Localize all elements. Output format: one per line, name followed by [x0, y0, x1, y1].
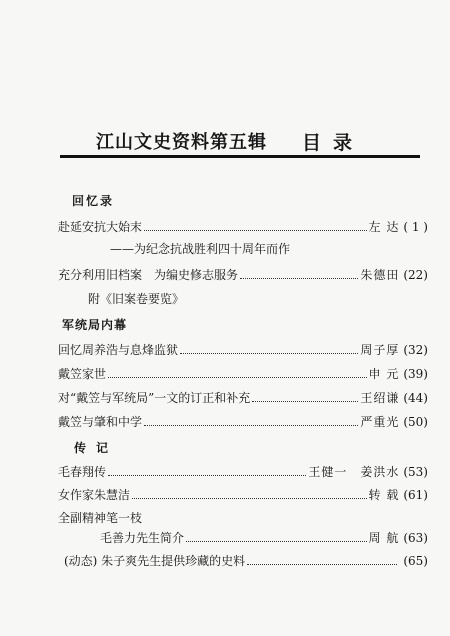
entry-page: (50) [403, 415, 428, 429]
entry-page: (63) [403, 531, 428, 545]
entry-title: 对“戴笠与军统局”一文的订正和补充 [58, 391, 251, 405]
entry-author: 严重光 [360, 415, 400, 429]
entry-page: (39) [403, 367, 428, 381]
leader-dots [180, 353, 358, 354]
section-heading-biographies: 传记 [74, 441, 119, 455]
entry-author: 王绍谦 [360, 391, 400, 405]
toc-entry[interactable] [58, 463, 428, 479]
entry-author: 转 载 [368, 488, 400, 502]
leader-dots [108, 377, 367, 378]
entry-author: 周子厚 [360, 343, 400, 357]
section-heading-memoirs: 回忆录 [72, 194, 115, 208]
leader-dots [132, 498, 367, 499]
toc-entry[interactable] [58, 266, 428, 282]
page-title [96, 128, 406, 152]
entry-page: ( 1 ) [403, 220, 428, 234]
toc-entry[interactable] [58, 413, 428, 429]
entry-page: (22) [403, 268, 428, 282]
entry-title: 戴笠与肇和中学 [58, 415, 143, 429]
entry-page: (53) [403, 465, 428, 479]
leader-dots [252, 401, 358, 402]
entry-title: 女作家朱慧洁 [58, 488, 131, 502]
contents-heading: 目录 [302, 132, 365, 154]
entry-subtitle: ——为纪念抗战胜利四十周年而作 [110, 242, 291, 256]
entry-group-title: 全副精神笔一枝 [58, 511, 143, 525]
leader-dots [240, 278, 358, 279]
toc-entry[interactable] [58, 486, 428, 502]
entry-title: 充分利用旧档案 为编史修志服务 [58, 268, 239, 282]
entry-author: 左 达 [368, 220, 400, 234]
toc-entry[interactable] [100, 529, 428, 545]
entry-title: 毛春翔传 [58, 465, 107, 479]
entry-page: (44) [403, 391, 428, 405]
toc-entry[interactable] [64, 552, 428, 568]
toc-entry[interactable] [58, 218, 428, 234]
entry-page: (65) [403, 554, 428, 568]
section-heading-juntong: 军统局内幕 [62, 318, 128, 332]
leader-dots [144, 230, 367, 231]
entry-author: 朱德田 [360, 268, 400, 282]
entry-title: (动态) 朱子爽先生提供珍藏的史料 [64, 554, 246, 568]
title-underline [60, 155, 420, 158]
entry-title: 回忆周养浩与息烽监狱 [58, 343, 179, 357]
entry-title: 赴延安抗大始末 [58, 220, 143, 234]
toc-entry[interactable] [58, 365, 428, 381]
collection-title: 江山文史资料第五辑 [96, 132, 267, 153]
entry-title: 戴笠家世 [58, 367, 107, 381]
entry-page: (61) [403, 488, 428, 502]
leader-dots [186, 541, 367, 542]
leader-dots [247, 564, 397, 565]
leader-dots [108, 475, 306, 476]
leader-dots [144, 425, 358, 426]
entry-appendix[interactable]: 附《旧案卷要览》 [88, 292, 185, 306]
toc-entry[interactable] [58, 341, 428, 357]
toc-entry[interactable] [58, 389, 428, 405]
entry-author: 申 元 [368, 367, 400, 381]
entry-author: 王健一 姜洪水 [308, 465, 400, 479]
entry-page: (32) [403, 343, 428, 357]
entry-author: 周 航 [368, 531, 400, 545]
entry-title: 毛善力先生简介 [100, 531, 185, 545]
